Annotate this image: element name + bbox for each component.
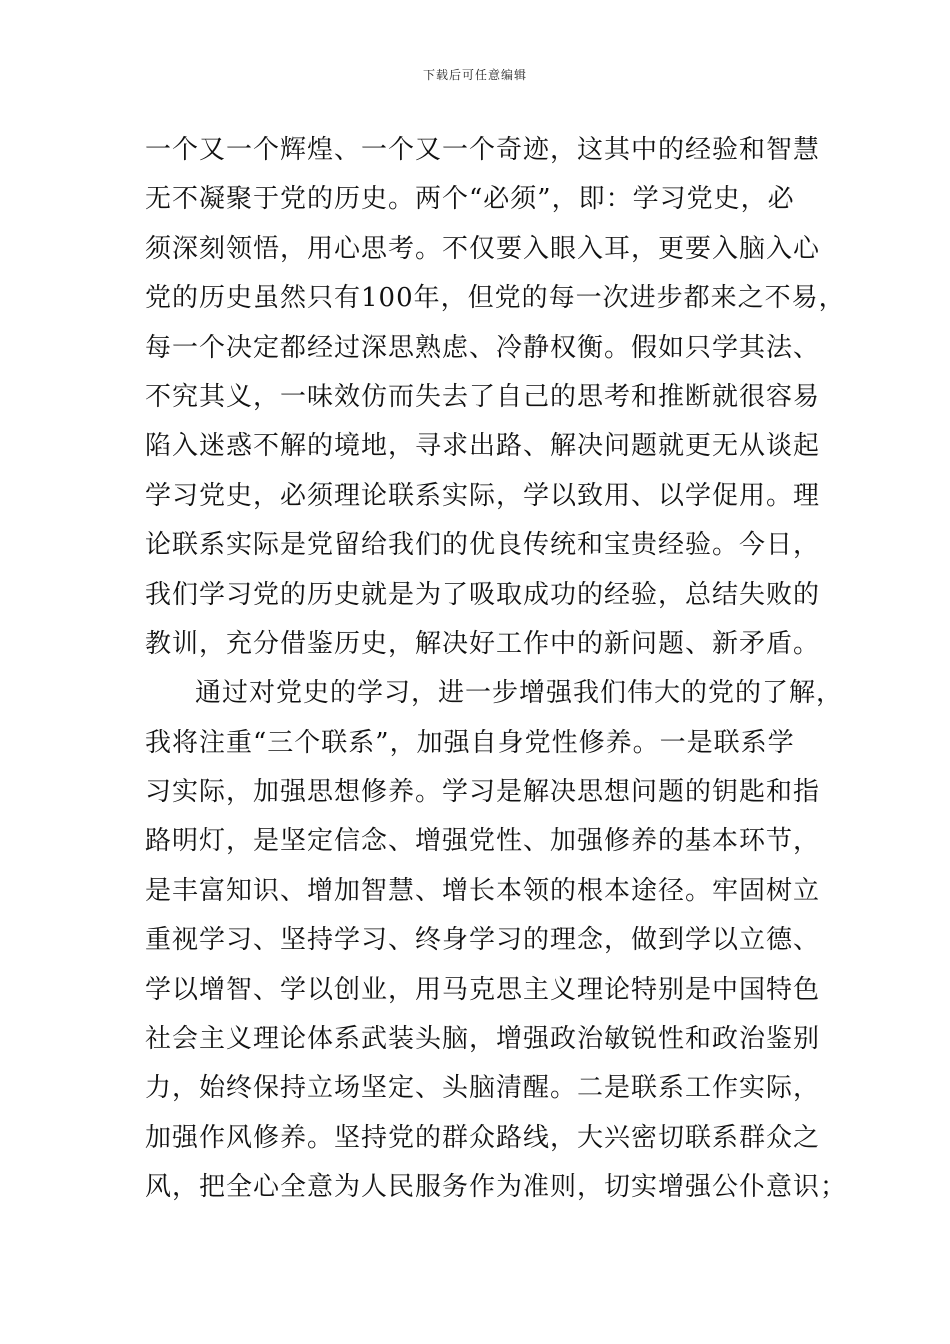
text-line: 教训，充分借鉴历史，解决好工作中的新问题、新矛盾。	[145, 628, 821, 659]
document-body	[145, 126, 848, 1213]
text-line: 学以增智、学以创业，用马克思主义理论特别是中国特色	[145, 974, 821, 1005]
header-note: 下载后可任意编辑	[422, 68, 527, 82]
text-line: 党的历史虽然只有100年，但党的每一次进步都来之不易，	[145, 283, 846, 314]
text-line: 力，始终保持立场坚定、头脑清醒。二是联系工作实际，	[145, 1073, 821, 1104]
text-line: 一个又一个辉煌、一个又一个奇迹，这其中的经验和智慧	[145, 135, 821, 165]
text-line: 陷入迷惑不解的境地，寻求出路、解决问题就更无从谈起	[145, 431, 821, 462]
text-line: 论联系实际是党留给我们的优良传统和宝贵经验。今日，	[145, 530, 821, 561]
text-line: 社会主义理论体系武装头脑，增强政治敏锐性和政治鉴别	[145, 1024, 821, 1055]
text-line: 须深刻领悟，用心思考。不仅要入眼入耳，更要入脑入心	[145, 233, 821, 264]
text-line: 重视学习、坚持学习、终身学习的理念，做到学以立德、	[145, 925, 821, 956]
paragraph-first-line: 通过对党史的学习，进一步增强我们伟大的党的了解，	[195, 678, 844, 709]
text-line: 习实际，加强思想修养。学习是解决思想问题的钥匙和指	[145, 777, 821, 808]
text-line: 我们学习党的历史就是为了吸取成功的经验，总结失败的	[145, 579, 821, 610]
text-line: 学习党史，必须理论联系实际，学以致用、以学促用。理	[145, 480, 821, 511]
text-line: 无不凝聚于党的历史。两个“必须”，即：学习党史，必	[145, 184, 795, 215]
text-line: 加强作风修养。坚持党的群众路线，大兴密切联系群众之	[145, 1122, 821, 1153]
text-line: 每一个决定都经过深思熟虑、冷静权衡。假如只学其法、	[145, 332, 821, 363]
text-line: 我将注重“三个联系”，加强自身党性修养。一是联系学	[145, 727, 795, 758]
text-line: 风，把全心全意为人民服务作为准则，切实增强公仆意识；	[145, 1172, 848, 1203]
text-line: 不究其义，一味效仿而失去了自己的思考和推断就很容易	[145, 381, 821, 412]
text-line: 是丰富知识、增加智慧、增长本领的根本途径。牢固树立	[145, 875, 821, 906]
text-line: 路明灯，是坚定信念、增强党性、加强修养的基本环节，	[145, 826, 821, 857]
